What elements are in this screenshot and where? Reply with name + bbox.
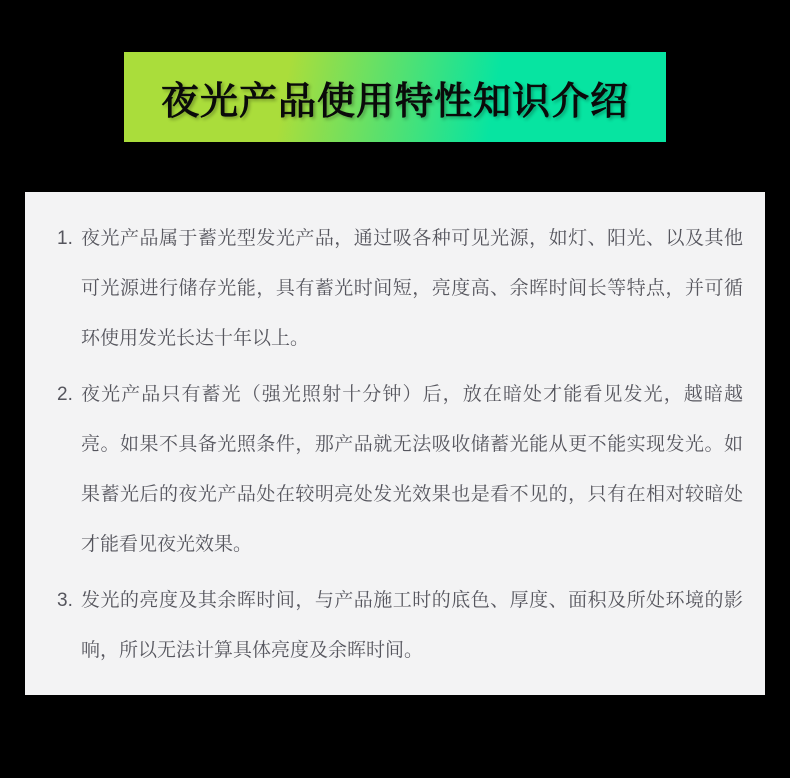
- list-item: [57, 576, 743, 676]
- list-item: [57, 214, 743, 364]
- item-text: 发光的亮度及其余晖时间，与产品施工时的底色、厚度、面积及所处环境的影响，所以无法计算具体亮度及余晖时间。: [81, 590, 743, 661]
- item-text: 夜光产品属于蓄光型发光产品，通过吸各种可见光源，如灯、阳光、以及其他可光源进行储存光能，具有蓄光时间短，亮度高、余晖时间长等特点，并可循环使用发光长达十年以上。: [81, 228, 743, 349]
- list-item: [57, 370, 743, 570]
- page-title: 夜光产品使用特性知识介绍: [160, 80, 629, 123]
- title-banner: [124, 52, 666, 142]
- item-number: 2.: [57, 384, 73, 405]
- item-number: 1.: [57, 228, 73, 249]
- item-text: 夜光产品只有蓄光（强光照射十分钟）后，放在暗处才能看见发光，越暗越亮。如果不具备光照条件，那产品就无法吸收储蓄光能从更不能实现发光。如果蓄光后的夜光产品处在较明亮处发光效果也是看不见的，只有在相对较暗处才能看见夜光效果。: [81, 384, 743, 555]
- item-number: 3.: [57, 590, 73, 611]
- content-card: [25, 192, 765, 695]
